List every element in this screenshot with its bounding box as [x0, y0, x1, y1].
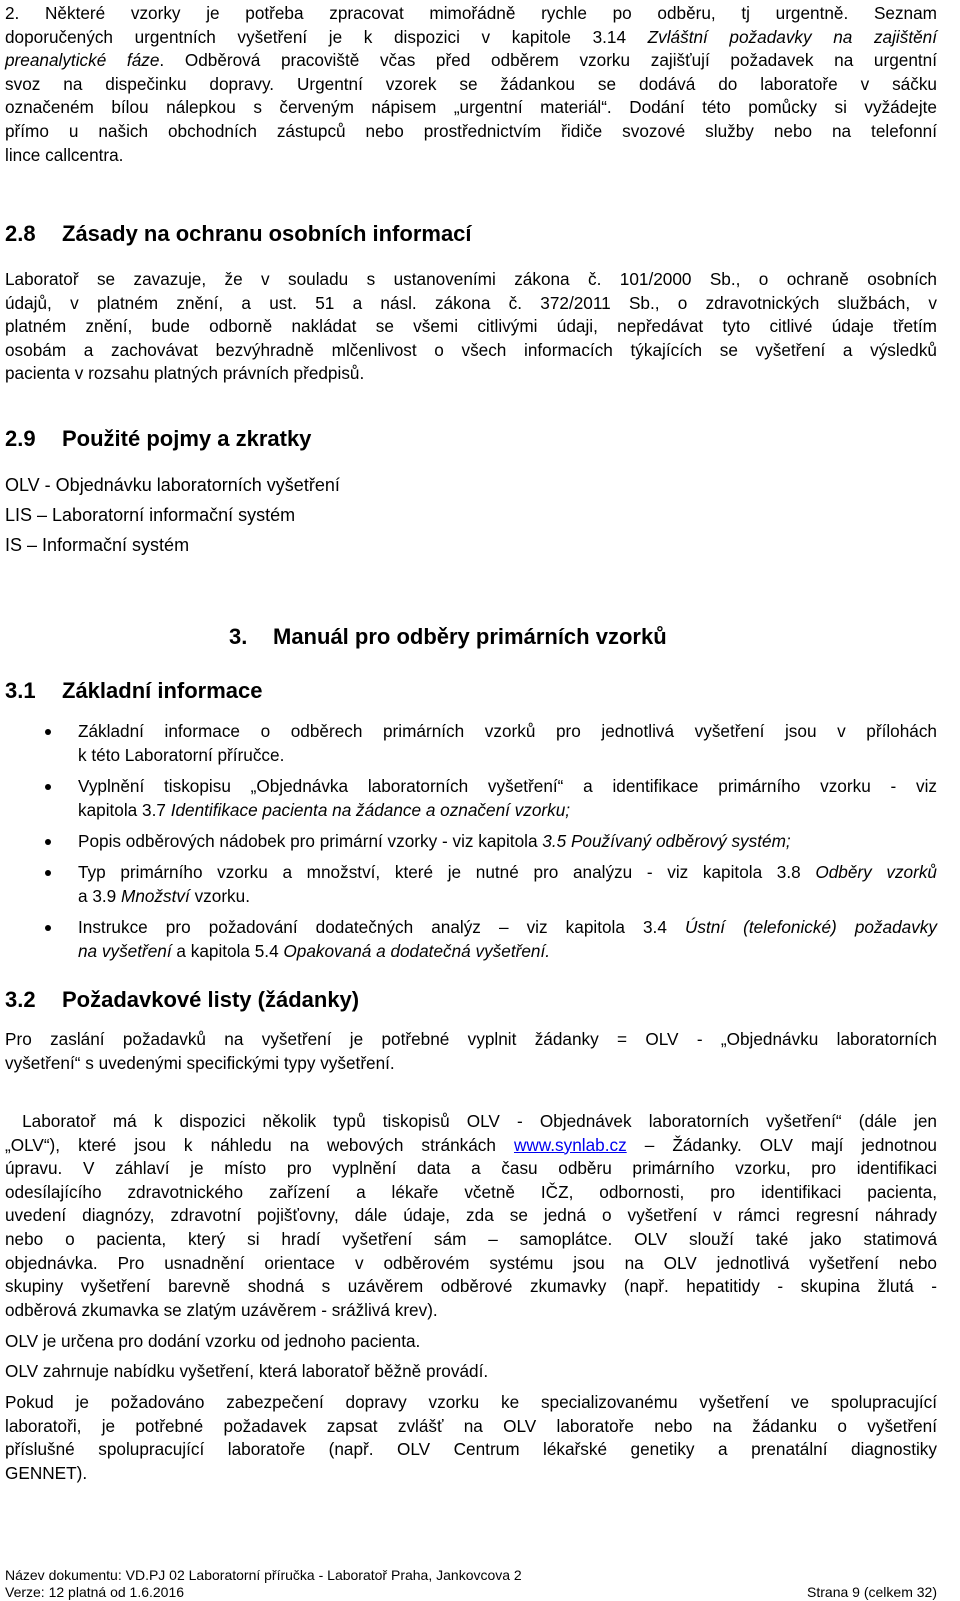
- section-number: 2.8: [5, 221, 36, 246]
- text-run: – Žádanky. OLV mají jednotnou: [626, 1134, 937, 1155]
- text-line: skupiny vyšetření barevně shodná s uzávěrem odběrové zkumavky (např. hepatitidy - skupina žlutá -: [5, 1276, 937, 1297]
- text-run: vzorku.: [189, 885, 250, 906]
- text-line: označeném bílou nálepkou s červeným nápisem „urgentní materiál“. Dodání této pomůcky si vyžádejte: [5, 97, 937, 118]
- text-line: [78, 861, 937, 885]
- text-line: objednávka. Pro usnadnění orientace v odběrovém systému jsou na OLV jednotlivá vyšetření nebo: [5, 1252, 937, 1273]
- text-run: Typ primárního vzorku a množství, které je nutné pro analýzu - viz kapitola 3.8: [78, 862, 816, 882]
- single-patient-note: OLV je určena pro dodání vzorku od jednoho pacienta.: [5, 1331, 421, 1351]
- text-run: Instrukce pro požadování dodatečných analýz – viz kapitola 3.4: [78, 917, 685, 937]
- transport-paragraph: [5, 1391, 937, 1485]
- italic-text: Množství: [121, 885, 190, 906]
- section-heading-2-8: [5, 221, 472, 247]
- section-title: Základní informace: [62, 678, 263, 703]
- list-item-text: [78, 720, 937, 767]
- requests-paragraph: [5, 1028, 937, 1075]
- section-heading-2-9: [5, 426, 311, 452]
- section-title: Zásady na ochranu osobních informací: [62, 221, 472, 246]
- text-run: a 3.9: [78, 885, 122, 906]
- italic-text: Identifikace pacienta na žádance a označení vzorku;: [170, 799, 571, 820]
- section-number: 2.9: [5, 426, 36, 451]
- text-line: uvedení diagnózy, zdravotní pojišťovny, dále údaje, zda se jedná o vyšetření v rámci regresní náhrady: [5, 1205, 937, 1226]
- italic-text: 3.5 Používaný odběrový systém;: [542, 831, 791, 851]
- text-line: vyšetření“ s uvedenými specifickými typy vyšetření.: [5, 1052, 395, 1073]
- text-line: osobám a zachovávat bezvýhradně mlčenlivost o všech informacích týkajících se vyšetření a výsledků: [5, 339, 937, 360]
- text-line: preanalytické fáze. Odběrová pracoviště včas před odběrem vzorku zajišťují požadavek na urgentní: [5, 50, 937, 71]
- text-line: Vyplnění tiskopisu „Objednávka laboratorních vyšetření“ a identifikace primárního vzorku - viz: [78, 776, 937, 796]
- section-heading-3-2: [5, 987, 359, 1013]
- list-item-text: [78, 861, 937, 908]
- text-line: příslušné spolupracující laboratoře (např. OLV Centrum lékařské genetiky a prenatální diagnostiky: [5, 1439, 937, 1460]
- text-line: k této Laboratorní příručce.: [78, 744, 285, 765]
- text-line: [78, 885, 937, 909]
- text-line: svoz na dispečinku dopravy. Urgentní vzorek se žádankou se dodává do laboratoře v sáčku: [5, 73, 937, 94]
- olv-forms-paragraph: [5, 1110, 937, 1322]
- list-item-text: [78, 830, 937, 854]
- text-line: Laboratoř má k dispozici několik typů tiskopisů OLV - Objednávek laboratorních vyšetření“ (dále jen: [5, 1111, 937, 1131]
- section-title: Požadavkové listy (žádanky): [62, 987, 360, 1012]
- list-item-text: [78, 775, 937, 822]
- text-run: „OLV“), které jsou k náhledu na webových stránkách: [5, 1134, 514, 1155]
- text-line: Pro zaslání požadavků na vyšetření je potřebné vyplnit žádanky = OLV - „Objednávku laboratorních: [5, 1029, 937, 1049]
- text-line: úpravu. V záhlaví je místo pro vyplnění data a času odběru primárního vzorku, pro identifikaci: [5, 1158, 937, 1179]
- chapter-title: Manuál pro odběry primárních vzorků: [273, 624, 667, 649]
- chapter-heading-3: [229, 624, 667, 650]
- chapter-number: 3.: [229, 624, 248, 649]
- text-line: Pokud je požadováno zabezpečení dopravy vzorku ke specializovanému vyšetření ve spolupracující: [5, 1392, 937, 1412]
- italic-text: Ústní (telefonické) požadavky: [684, 917, 937, 937]
- section-title: Použité pojmy a zkratky: [62, 426, 312, 451]
- text-line: pacienta v rozsahu platných právních předpisů.: [5, 363, 365, 384]
- text-line: odesílajícího zdravotnického zařízení a lékaře včetně IČZ, odbornosti, pro identifikaci pacienta,: [5, 1181, 937, 1202]
- abbreviation-olv: OLV - Objednávku laboratorních vyšetření: [5, 475, 340, 495]
- page-number: Strana 9 (celkem 32): [807, 1584, 937, 1600]
- italic-text: Opakovaná a dodatečná vyšetření.: [283, 940, 551, 961]
- section-heading-3-1: [5, 678, 263, 704]
- abbreviation-is: IS – Informační systém: [5, 535, 190, 555]
- text-line: 2. Některé vzorky je potřeba zpracovat mimořádně rychle po odběru, tj urgentně. Seznam: [5, 3, 937, 23]
- section-number: 3.1: [5, 678, 36, 703]
- document-version: Verze: 12 platná od 1.6.2016: [5, 1584, 185, 1600]
- text-line: laboratoři, je potřebné požadavek zapsat zvlášť na OLV laboratoře nebo na žádanku o vyšetření: [5, 1415, 937, 1436]
- text-line: odběrová zkumavka se zlatým uzávěrem - srážlivá krev).: [5, 1299, 438, 1320]
- urgent-samples-paragraph: [5, 2, 937, 167]
- text-line: lince callcentra.: [5, 144, 124, 165]
- text-line: [78, 830, 937, 854]
- text-line: [5, 1134, 937, 1158]
- text-line: [78, 799, 937, 823]
- text-line: Základní informace o odběrech primárních vzorků pro jednotlivá vyšetření jsou v přílohách: [78, 721, 937, 741]
- text-line: Laboratoř se zavazuje, že v souladu s ustanoveními zákona č. 101/2000 Sb., o ochraně osobních: [5, 269, 937, 289]
- page-footer: [5, 1567, 937, 1601]
- italic-text: na vyšetření: [78, 940, 172, 961]
- bullet-icon: [45, 925, 51, 931]
- abbreviation-lis: LIS – Laboratorní informační systém: [5, 505, 296, 525]
- list-item-text: [78, 916, 937, 963]
- document-name: Název dokumentu: VD.PJ 02 Laboratorní příručka - Laboratoř Praha, Jankovcova 2: [5, 1567, 522, 1583]
- text-line: přímo u našich obchodních zástupců nebo prostřednictvím řidiče svozové služby nebo na telefonní: [5, 120, 937, 141]
- text-line: nebo o pacienta, který si hradí vyšetření sám – samoplátce. OLV slouží také jako statimová: [5, 1228, 937, 1249]
- text-run: Popis odběrových nádobek pro primární vzorky - viz kapitola: [78, 831, 543, 851]
- text-line: platném znění, bude odborně nakládat se všemi citlivými údaji, nepředávat tyto citlivé údaje třetím: [5, 316, 937, 337]
- offer-note: OLV zahrnuje nabídku vyšetření, která laboratoř běžně provádí.: [5, 1361, 489, 1381]
- section-number: 3.2: [5, 987, 36, 1012]
- bullet-icon: [45, 729, 51, 735]
- text-line: GENNET).: [5, 1462, 88, 1483]
- text-line: údajů, v platném znění, a ust. 51 a násl. zákona č. 372/2011 Sb., o zdravotnických službách, v: [5, 292, 937, 313]
- text-run: kapitola 3.7: [78, 799, 171, 820]
- text-run: a kapitola 5.4: [171, 940, 284, 961]
- bullet-icon: [45, 784, 51, 790]
- italic-text: Odběry vzorků: [815, 862, 937, 882]
- privacy-paragraph: [5, 268, 937, 386]
- text-line: [78, 940, 937, 964]
- text-line: doporučených urgentních vyšetření je k dispozici v kapitole 3.14 Zvláštní požadavky na zajištění: [5, 26, 937, 47]
- bullet-icon: [45, 839, 51, 845]
- bullet-icon: [45, 870, 51, 876]
- synlab-link[interactable]: www.synlab.cz: [513, 1134, 627, 1155]
- text-line: [78, 916, 937, 940]
